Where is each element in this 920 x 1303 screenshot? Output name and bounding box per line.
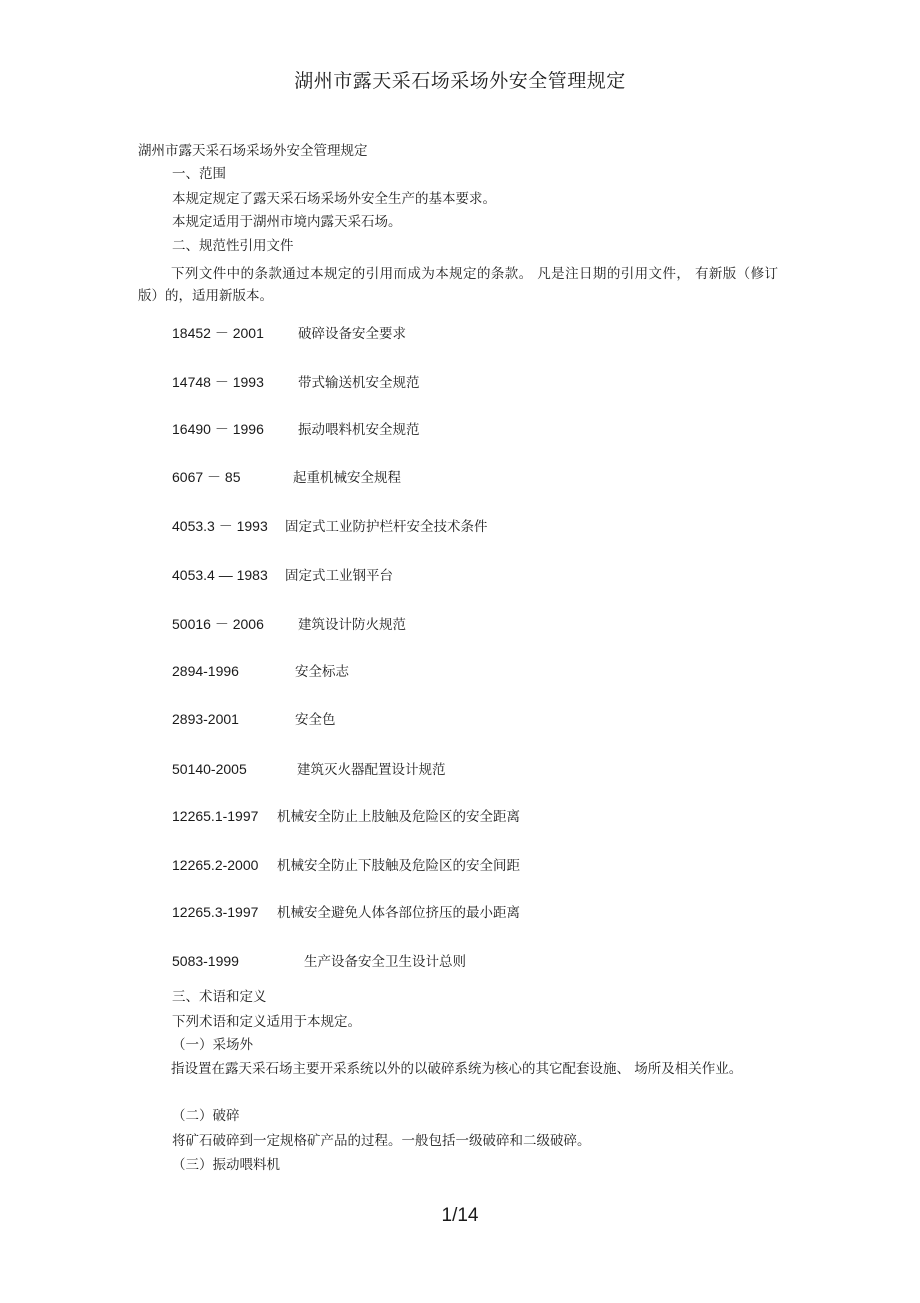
standard-code: 50140-2005	[172, 761, 247, 777]
term-text-outside-quarry: 指设置在露天采石场主要开采系统以外的以破碎系统为核心的其它配套设施、 场所及相关作业。	[171, 1061, 743, 1077]
scope-line-2: 本规定适用于湖州市境内露天采石场。	[172, 214, 402, 230]
standard-code: 2893-2001	[172, 711, 239, 727]
standard-item	[172, 517, 488, 536]
standard-code: 5083-1999	[172, 953, 239, 969]
section-heading-scope: 一、范围	[172, 166, 226, 182]
standard-code: 18452 － 2001	[172, 325, 264, 341]
standard-code: 12265.2-2000	[172, 857, 259, 873]
term-heading-crushing: （二）破碎	[172, 1108, 240, 1124]
standard-item	[172, 468, 401, 487]
standard-code: 50016 － 2006	[172, 616, 264, 632]
terms-intro: 下列术语和定义适用于本规定。	[172, 1014, 361, 1030]
section-heading-references: 二、规范性引用文件	[172, 238, 294, 254]
term-heading-outside-quarry: （一）采场外	[172, 1037, 253, 1053]
standard-item	[172, 760, 446, 779]
standard-name: 起重机械安全规程	[293, 470, 401, 486]
standard-code: 4053.4 — 1983	[172, 567, 268, 583]
standard-name: 安全标志	[295, 664, 349, 680]
standard-item	[172, 952, 466, 971]
standard-name: 机械安全防止上肢触及危险区的安全距离	[277, 809, 520, 825]
term-heading-vibrating-feeder: （三）振动喂料机	[172, 1157, 280, 1173]
standard-item	[172, 615, 406, 634]
standard-code: 12265.3-1997	[172, 904, 259, 920]
standard-item	[172, 903, 520, 922]
standard-item	[172, 856, 520, 875]
standard-item	[172, 662, 349, 681]
document-title: 湖州市露天采石场采场外安全管理规定	[294, 70, 626, 92]
standard-item	[172, 566, 393, 585]
scope-line-1: 本规定规定了露天采石场采场外安全生产的基本要求。	[172, 191, 496, 207]
standard-name: 带式输送机安全规范	[298, 375, 420, 391]
standard-name: 振动喂料机安全规范	[298, 422, 420, 438]
term-text-crushing: 将矿石破碎到一定规格矿产品的过程。一般包括一级破碎和二级破碎。	[172, 1133, 591, 1149]
standard-code: 2894-1996	[172, 663, 239, 679]
page-number: 1/14	[441, 1205, 479, 1226]
standard-name: 建筑灭火器配置设计规范	[297, 762, 446, 778]
standard-code: 4053.3 － 1993	[172, 518, 268, 534]
standard-name: 固定式工业防护栏杆安全技术条件	[285, 519, 488, 535]
document-subtitle: 湖州市露天采石场采场外安全管理规定	[138, 143, 368, 159]
standard-name: 机械安全防止下肢触及危险区的安全间距	[277, 858, 520, 874]
standard-item	[172, 324, 406, 343]
standard-name: 固定式工业钢平台	[285, 568, 393, 584]
standard-item	[172, 373, 420, 392]
standard-code: 12265.1-1997	[172, 808, 259, 824]
standard-code: 16490 － 1996	[172, 421, 264, 437]
standard-name: 建筑设计防火规范	[298, 617, 406, 633]
standard-item	[172, 420, 420, 439]
standard-item	[172, 710, 336, 729]
standard-name: 破碎设备安全要求	[298, 326, 406, 342]
standard-name: 机械安全避免人体各部位挤压的最小距离	[277, 905, 520, 921]
references-intro: 下列文件中的条款通过本规定的引用而成为本规定的条款。 凡是注日期的引用文件， 有新版（修订版）的，适用新版本。	[138, 266, 778, 304]
standard-code: 6067 － 85	[172, 469, 241, 485]
standard-item	[172, 807, 520, 826]
standard-code: 14748 － 1993	[172, 374, 264, 390]
section-heading-terms: 三、术语和定义	[172, 989, 267, 1005]
standard-name: 生产设备安全卫生设计总则	[304, 954, 466, 970]
standard-name: 安全色	[295, 712, 336, 728]
